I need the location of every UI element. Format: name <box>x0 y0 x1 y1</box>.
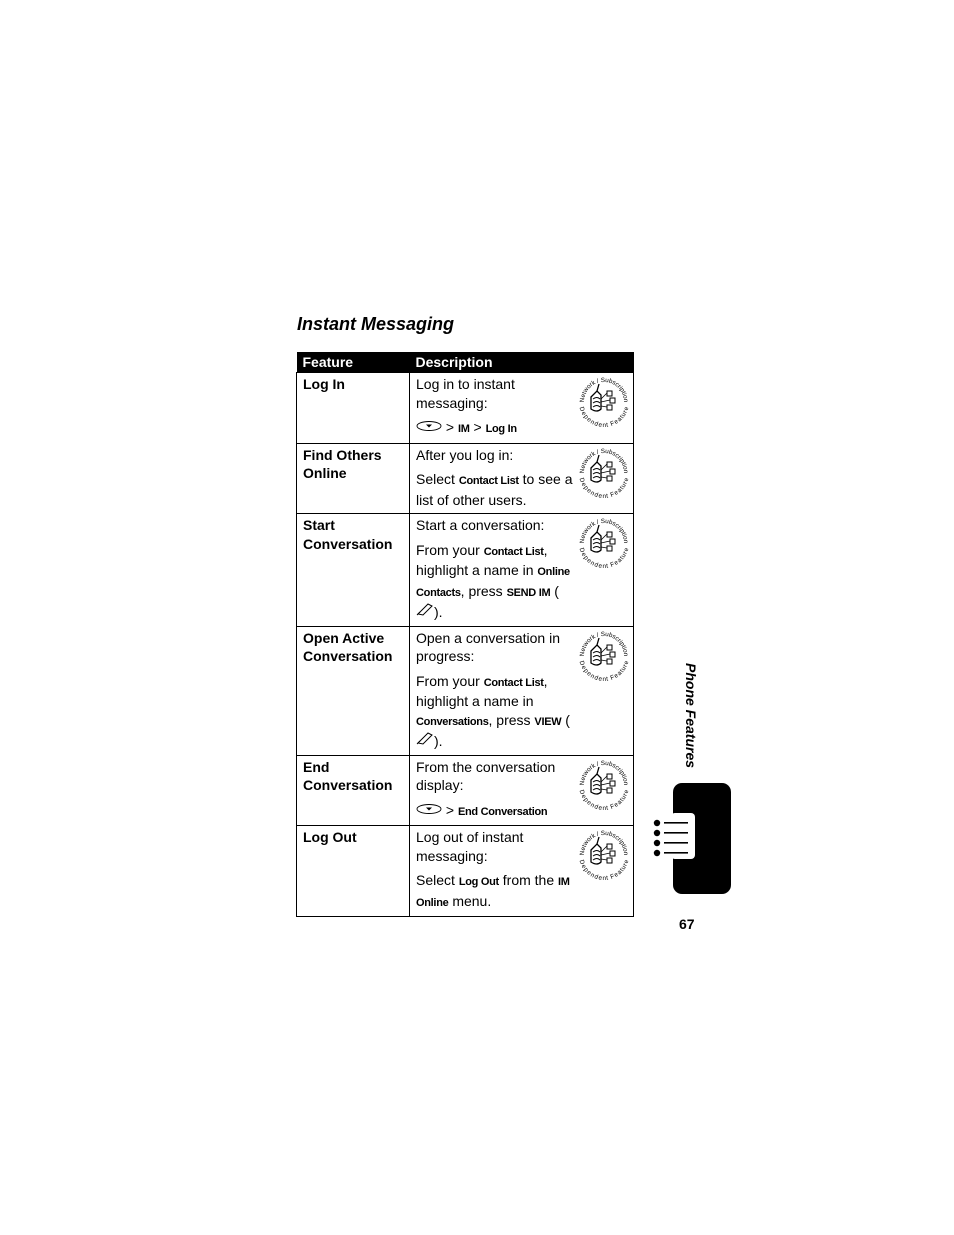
description-text: From the conversation display: <box>416 758 556 793</box>
feature-description <box>410 755 634 826</box>
description-text: After you log in: <box>416 446 514 463</box>
feature-description <box>410 443 634 514</box>
description-text: Select Log Out from the IM Online menu. <box>416 872 570 909</box>
network-dependent-feature-icon <box>577 446 631 500</box>
table-row <box>297 514 634 627</box>
description-text: Open a conversation in progress: <box>416 629 560 664</box>
ui-term: Log Out <box>458 876 499 888</box>
page-number: 67 <box>679 916 695 932</box>
bullet-list-icon <box>652 818 692 858</box>
ui-term: IM Online <box>416 876 570 909</box>
feature-name: End Conversation <box>297 755 410 826</box>
network-dependent-feature-icon <box>577 828 631 882</box>
table-row <box>297 443 634 514</box>
menu-key-icon <box>416 420 442 432</box>
feature-name: Log In <box>297 373 410 444</box>
feature-name: Find Others Online <box>297 443 410 514</box>
network-dependent-feature-icon <box>577 516 631 570</box>
description-text: Select Contact List to see a list of other users. <box>416 471 573 508</box>
ui-term: Log In <box>485 423 517 435</box>
header-description: Description <box>410 352 634 373</box>
table-row <box>297 626 634 755</box>
feature-name: Open Active Conversation <box>297 626 410 755</box>
menu-key-icon <box>416 803 442 815</box>
header-feature: Feature <box>297 352 410 373</box>
feature-name: Start Conversation <box>297 514 410 627</box>
description-text: From your Contact List, highlight a name in Conversations, press VIEW (). <box>416 672 570 749</box>
svg-text:Phone Features: Phone Features <box>683 663 699 769</box>
softkey-icon <box>416 602 434 617</box>
ui-term: Contact List <box>483 676 544 689</box>
network-dependent-feature-icon <box>577 629 631 683</box>
feature-description <box>410 826 634 917</box>
description-text: Start a conversation: <box>416 517 545 533</box>
network-dependent-feature-icon <box>577 758 631 812</box>
table-row <box>297 826 634 917</box>
ui-term: SEND IM <box>506 586 551 599</box>
description-text: From your Contact List, highlight a name in Online Contacts, press SEND IM (). <box>416 541 570 620</box>
feature-table <box>296 352 634 917</box>
feature-description <box>410 626 634 755</box>
feature-name: Log Out <box>297 826 410 917</box>
description-text: Log in to instant messaging: <box>416 376 515 411</box>
menu-path: > End Conversation <box>416 801 573 822</box>
ui-term: Online Contacts <box>416 566 570 599</box>
ui-term: Contact List <box>483 545 544 558</box>
feature-description <box>410 373 634 444</box>
ui-term: End Conversation <box>457 805 548 818</box>
table-row <box>297 755 634 826</box>
ui-term: IM <box>457 423 470 435</box>
ui-term: Contact List <box>458 475 519 487</box>
description-text: Log out of instant messaging: <box>416 829 524 864</box>
section-title: Instant Messaging <box>297 314 455 334</box>
network-dependent-feature-icon <box>577 375 631 429</box>
feature-description <box>410 514 634 627</box>
table-row <box>297 373 634 444</box>
menu-path: > IM > Log In <box>416 418 573 439</box>
side-tab-label <box>681 663 701 771</box>
table-header-row <box>297 352 634 373</box>
softkey-icon <box>416 731 434 746</box>
ui-term: VIEW <box>534 715 562 728</box>
ui-term: Conversations <box>416 715 489 728</box>
